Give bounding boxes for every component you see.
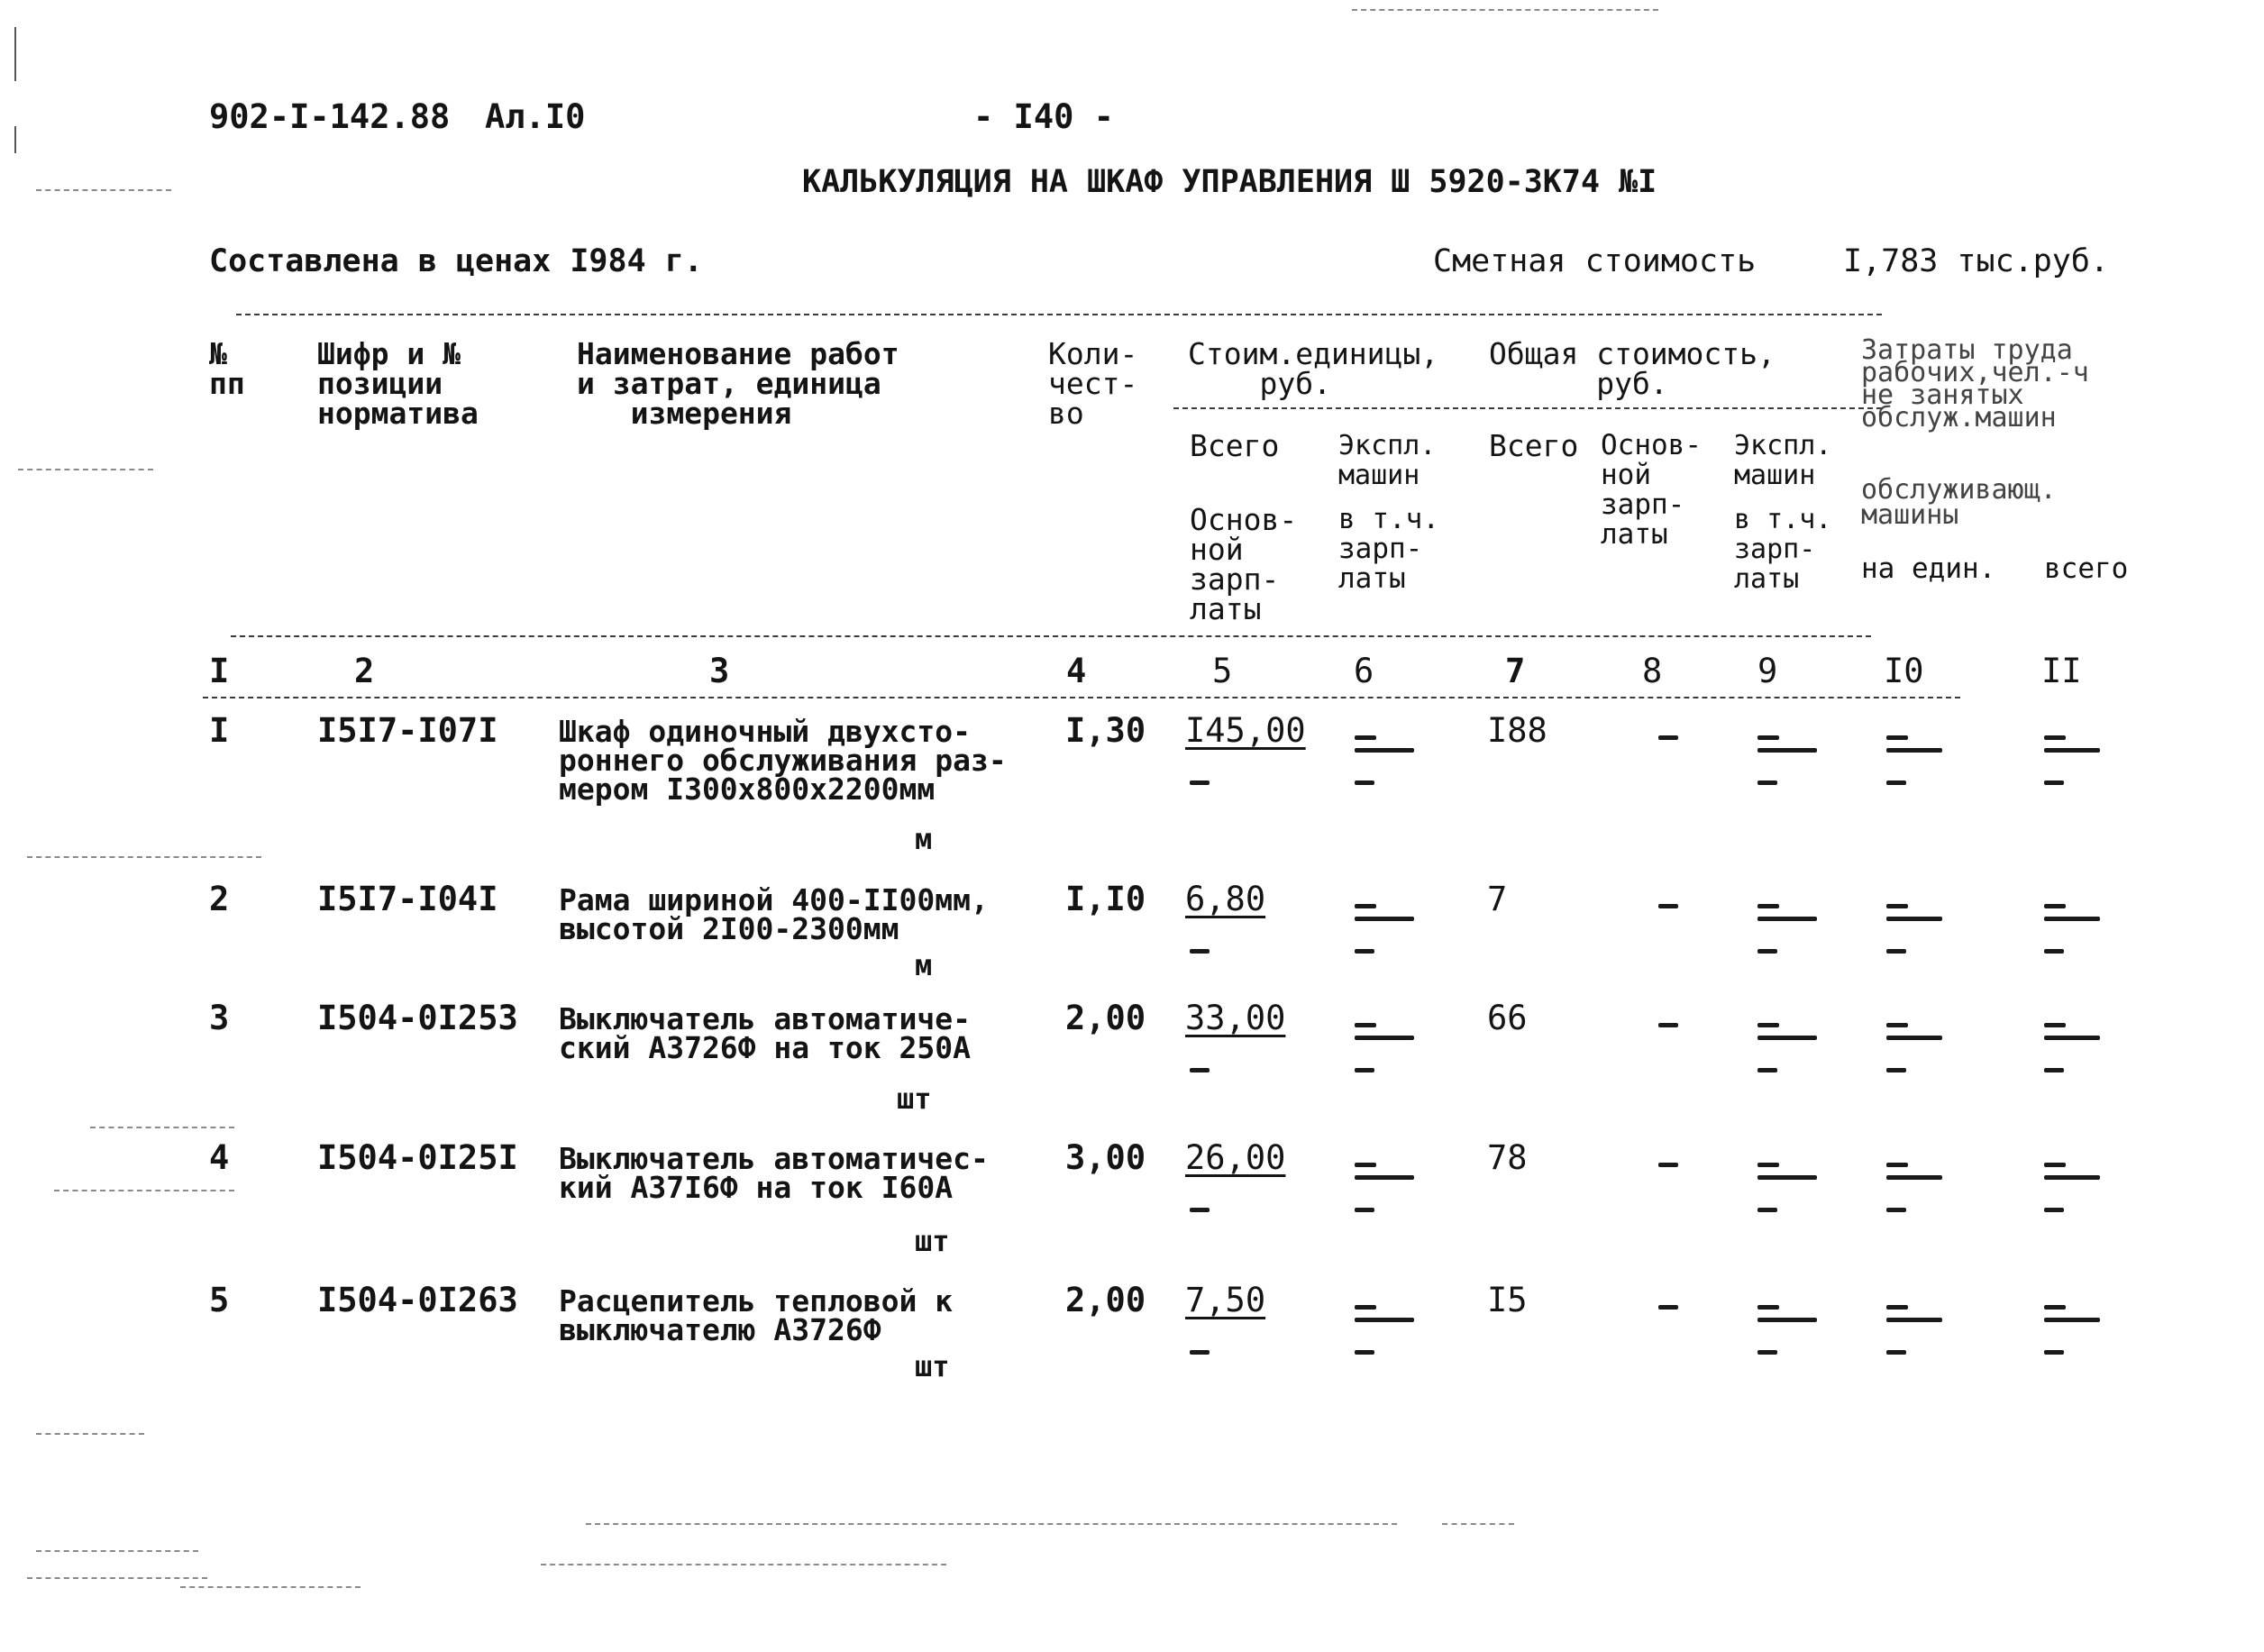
row-number: 5 [209, 1281, 230, 1319]
col-header-name: Наименование работ и затрат, единица измерения [577, 336, 899, 431]
col-header-5-wages: Основ- ной зарп- латы [1190, 502, 1298, 626]
col-number: I0 [1884, 652, 1924, 690]
col-number: 5 [1212, 652, 1233, 690]
row-unit: м [915, 822, 933, 856]
row-quantity: 3,00 [1065, 1138, 1146, 1177]
row-quantity: I,I0 [1065, 880, 1146, 918]
row-number: 3 [209, 999, 230, 1037]
col-number: 7 [1505, 652, 1526, 690]
col-number: 3 [709, 652, 730, 690]
row-total: 66 [1487, 999, 1528, 1037]
header-bottom-rule [231, 635, 1871, 637]
col-header-6-wages: в т.ч. зарп- латы [1338, 503, 1439, 595]
row-unit: шт [915, 1224, 950, 1258]
row-unit: шт [897, 1082, 932, 1116]
col-header-10: на един. [1861, 552, 1996, 585]
row-quantity: I,30 [1065, 711, 1146, 750]
col-number: 2 [354, 652, 375, 690]
row-code: I5I7-I07I [317, 711, 498, 750]
document-code: 902-I-142.88 [209, 97, 451, 136]
col-number: II [2041, 652, 2082, 690]
row-code: I504-0I25I [317, 1138, 518, 1177]
row-quantity: 2,00 [1065, 1281, 1146, 1319]
col-number: I [209, 652, 230, 690]
row-unit-cost: I45,00 [1185, 711, 1306, 750]
table-top-rule [236, 314, 1882, 315]
row-code: I504-0I263 [317, 1281, 518, 1319]
row-total: 78 [1487, 1138, 1528, 1177]
row-code: I504-0I253 [317, 999, 518, 1037]
row-description: Выключатель автоматичес- кий А37I6Ф на ток I60А [559, 1141, 989, 1205]
col-number: 6 [1354, 652, 1374, 690]
col-number: 9 [1757, 652, 1778, 690]
row-description: Рама шириной 400-II00мм, высотой 2I00-2300мм [559, 882, 989, 946]
row-total: I88 [1487, 711, 1547, 750]
row-description: Выключатель автоматиче- ский А3726Ф на ток 250А [559, 1001, 971, 1065]
col-header-7-total: Всего [1489, 428, 1579, 463]
col-header-code: Шифр и № позиции норматива [317, 336, 479, 431]
row-number: I [209, 711, 230, 750]
col-header-labor-sub: обслуживающ. машины [1861, 474, 2057, 531]
row-number: 4 [209, 1138, 230, 1177]
row-unit-cost: 26,00 [1185, 1138, 1286, 1177]
prices-basis: Составлена в ценах I984 г. [209, 243, 703, 279]
col-header-quantity: Коли- чест- во [1048, 336, 1138, 431]
estimated-cost-label: Сметная стоимость [1433, 243, 1757, 279]
page-number: - I40 - [973, 97, 1114, 136]
col-header-6-machines: Экспл. машин [1338, 430, 1437, 491]
document-title: КАЛЬКУЛЯЦИЯ НА ШКАФ УПРАВЛЕНИЯ Ш 5920-3К74 №I [802, 164, 1657, 200]
row-unit: м [915, 948, 933, 982]
row-description: Расцепитель тепловой к выключателю А3726Ф [559, 1283, 954, 1347]
col-header-total-cost-group: Общая стоимость, руб. [1489, 336, 1776, 401]
column-numbers-rule [203, 697, 1960, 698]
col-header-9-machines: Экспл. машин [1734, 430, 1832, 491]
sheet-number: Ал.I0 [485, 97, 586, 136]
col-header-unit-cost-group: Стоим.единицы, руб. [1188, 336, 1439, 401]
header-group-rule [1173, 407, 1882, 409]
row-unit: шт [915, 1349, 950, 1383]
col-header-labor-group: Затраты труда рабочих,чел.-ч не занятых обслуж.машин [1861, 334, 2089, 434]
estimated-cost-value: I,783 тыс.руб. [1843, 243, 2110, 279]
col-header-9-wages: в т.ч. зарп- латы [1734, 504, 1832, 595]
row-total: I5 [1487, 1281, 1528, 1319]
row-unit-cost: 7,50 [1185, 1281, 1266, 1319]
row-unit-cost: 33,00 [1185, 999, 1286, 1037]
row-quantity: 2,00 [1065, 999, 1146, 1037]
col-header-8-wages: Основ- ной зарп- латы [1601, 429, 1702, 551]
row-number: 2 [209, 880, 230, 918]
col-header-number: № пп [209, 336, 245, 401]
row-description: Шкаф одиночный двухсто- роннего обслуживания раз- мером I300х800х2200мм [559, 714, 1007, 807]
row-total: 7 [1487, 880, 1508, 918]
col-number: 8 [1642, 652, 1663, 690]
row-code: I5I7-I04I [317, 880, 498, 918]
col-number: 4 [1066, 652, 1087, 690]
col-header-5-total: Всего [1190, 428, 1280, 463]
col-header-11: всего [2044, 552, 2129, 585]
row-unit-cost: 6,80 [1185, 880, 1266, 918]
